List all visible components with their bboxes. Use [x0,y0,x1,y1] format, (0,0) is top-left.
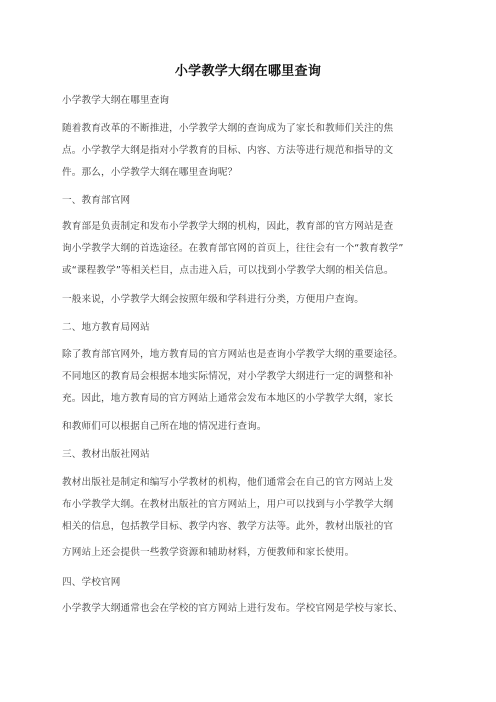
paragraph-line: 教材出版社是制定和编写小学教材的机构，他们通常会在自己的官方网站上发 [62,477,394,488]
paragraph-line: 布小学教学大纲。在教材出版社的官方网站上，用户可以找到与小学教学大纲 [62,499,394,510]
section-heading: 二、地方教育局网站 [62,322,150,333]
paragraph-line: 相关的信息，包括教学目标、教学内容、教学方法等。此外，教材出版社的官 [62,521,394,532]
paragraph-line: 或“课程教学”等相关栏目，点击进入后，可以找到小学教学大纲的相关信息。 [62,265,394,276]
section-heading: 四、学校官网 [62,577,121,588]
section-heading: 一、教育部官网 [62,195,131,206]
paragraph-line: 和教师们可以根据自己所在地的情况进行查询。 [62,421,267,432]
paragraph-line: 除了教育部官网外，地方教育局的官方网站也是查询小学教学大纲的重要途径。 [62,349,404,360]
paragraph-line: 不同地区的教育局会根据本地实际情况，对小学教学大纲进行一定的调整和补 [62,371,394,382]
paragraph-line: 询小学教学大纲的首选途径。在教育部官网的首页上，往往会有一个“教育教学” [62,243,404,254]
paragraph-line: 随着教育改革的不断推进，小学教学大纲的查询成为了家长和教师们关注的焦 [62,123,394,134]
paragraph-line: 方网站上还会提供一些教学资源和辅助材料，方便教师和家长使用。 [62,547,355,558]
subtitle-line: 小学教学大纲在哪里查询 [62,95,170,106]
paragraph-line: 点。小学教学大纲是指对小学教育的目标、内容、方法等进行规范和指导的文 [62,145,394,156]
paragraph-line: 教育部是负责制定和发布小学教学大纲的机构，因此，教育部的官方网站是查 [62,221,394,232]
section-heading: 三、教材出版社网站 [62,449,150,460]
paragraph-line: 件。那么，小学教学大纲在哪里查询呢？ [62,167,238,178]
document-title: 小学教学大纲在哪里查询 [174,64,322,79]
paragraph-line: 充。因此，地方教育局的官方网站上通常会发布本地区的小学教学大纲，家长 [62,393,394,404]
paragraph-line: 小学教学大纲通常也会在学校的官方网站上进行发布。学校官网是学校与家长、 [62,603,404,614]
paragraph-line: 一般来说，小学教学大纲会按照年级和学科进行分类，方便用户查询。 [62,294,365,305]
